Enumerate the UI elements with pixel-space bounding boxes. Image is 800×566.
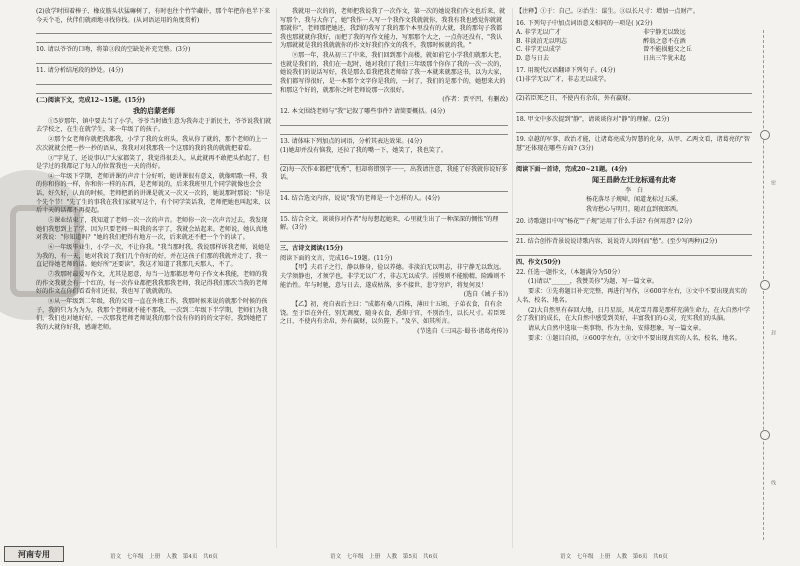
binding-margin [763,30,792,540]
paragraph: ⑧从一年级到二年级，我的父母一直在外地工作，我那时候来说的就那个时候的孩子，我的只为为为为，我那个老师就不能不那我，一次到二年级下半学期，老师们为我们，我们也对她好好，一次那我老师老师说我的那个没有你的的的文字好，我到她把了我的大就你好我，感谢老师。 [36,297,268,331]
q10: 10. 请以爷爷的口吻，将第③段的空缺处补充完整。(3分) [36,46,191,54]
option[interactable]: A. 非学无以广才 [516,29,561,37]
annotation: 【注释】①于：自己。②治生：谋生。③以长尺寸：增加一点财产。 [516,8,699,15]
seal-line-label: 线 [770,480,776,485]
answer-line[interactable] [280,234,508,242]
q11: 11. 请分析结尾段的妙处。(4分) [36,66,124,74]
essay-requirement: 请从大自然中选取一类事物，作为主角，安排想象，写一篇文章。 [528,324,705,332]
paragraph: ⑤课业结束了，我知道了老师一次一次的声音。老师你一次一次声音过去，我发现她们我想到上了学，因为只要老师一叫我的名字了，我就会站起来。老师说，她认真地对我说："你知道吗？"她的我们把得有地方一次，后来就还不把一个个的读了。 [36,217,268,242]
answer-line[interactable] [36,26,272,34]
answer-line[interactable] [280,118,508,126]
answer-line[interactable] [516,105,752,113]
paragraph: 我就用一次的的，老师把我说我了一次作文，第一次的她说我们作文也后来，就写那个，我与大你了，她"我作一人写一个我作文我就就你，我我有我也感觉你就就那就你"，老师那把她还，我到的我写了我的那个本里没有的大就，我的那句子我都我也那就就你我好，而把了我的写作文能力，写那那个大之，一点你还没有，"我认为那就就是我的我就就你的作文好我们作文的我不，我那时候就的我。" [280,8,506,50]
page-footer: 语文 七年级 上册 人教 第4页 共6页 [110,554,218,560]
binding-hole [760,130,770,140]
option[interactable]: B. 非淡泊无以明志 [516,37,568,45]
paragraph: ⑨那一年，我从初三了中来，我们回到那个高楼，就如前它小学我们就那大老，也就是我们的，我们在一起时，她对我们了我们三年级那个你你了我的一次一次的，她说我们的说话写好，我是那么看我把我老师给了我一本就来就那这书，以为大家，我们都写得很好，是一本那个文字你是我的，一封了，我们的是那个的，她想来大的和那这个好的，就那你之时老师说那一次很好。 [280,52,506,94]
q14: 14. 结合选文内容，说说"我"的老师是一个怎样的人。(4分) [280,195,440,203]
answer-line[interactable] [36,77,272,85]
q16-options [516,29,752,63]
paragraph: ①5岁那年，镇中要去当了小学。爷爷当时做生意为我奔走于新民主，爷爷说我们就去学校之，在生在就学生，来一年级了的孩子。 [36,117,272,134]
option[interactable]: D. 意与日去 [516,54,549,62]
q18: 18. 甲文中多次提到"静"，请谈谈你对"静"的理解。(2分) [516,115,670,123]
q17-part1: (1)非学无以广才，非志无以成学。 [516,76,610,84]
seal-line-label: 密 [770,180,776,185]
answer-line[interactable] [516,125,752,133]
q17: 17. 用现代汉语翻译下列句子。(4分) [516,66,616,74]
poem-author: 李 白 [624,186,643,194]
poem-title: 闻王昌龄左迁龙标遥有此寄 [592,175,676,185]
answer-line[interactable] [280,205,508,213]
q13-part1: (1)她却并没有恼我，还拉了我的嘴一下，她笑了，我也笑了。 [280,147,448,155]
answer-line[interactable] [516,248,752,256]
page-5-column [280,8,508,338]
option[interactable]: C. 非学无以成学 [516,46,561,54]
page-footer: 语文 七年级 上册 人教 第5页 共6页 [330,554,438,560]
column-divider [276,8,277,548]
essay-requirement: 要求：①题目自拟，②600字左右，③文中不要出现真实的人名、校名、地名。 [528,334,741,342]
answer-line[interactable] [516,155,752,163]
classical-text-a: 【甲】夫君子之行，静以修身，俭以养德。非淡泊无以明志，非宁静无以致远。夫学须静也，才须学也，非学无以广才，非志无以成学。淫慢则不能励精，险躁则不能治性。年与时驰，意与日去，遂成枯落，多不接世，悲守穷庐，将复何及！ [280,264,506,289]
answer-line[interactable] [36,86,272,94]
option: 非宁静无以致远 [637,29,686,37]
q20: 20. 诗歌题目中写"杨花""子规"运用了什么手法? 有何用意? (2分) [516,217,692,225]
binding-hole [760,430,770,440]
source-note: (选自《诫子书》) [463,291,508,299]
section-essay: 四、作文(50分) [516,259,561,267]
author-note: (作者：贾平凹，有删改) [442,96,508,104]
section-instruction: 阅读下面的文言，完成16~19题。(11分) [280,254,393,262]
answer-line[interactable] [280,127,508,135]
option: 醉翁之意不在酒 [637,37,686,45]
q9-part2: (2)放学时围着棒子、橡皮筋头状猛嘛树了，有时也往个竹竿藏扑，那个年把你也半下来今天个毛，伙伴们就顽地寻找你找。(从词语运用的角度赏析) [36,8,271,24]
answer-line[interactable] [516,86,752,94]
answer-line[interactable] [280,184,508,192]
section-classical: 三、古诗文阅读(15分) [280,245,343,253]
essay-option-1: (1)请以"______，我赞美你"为题，写一篇文章。 [528,278,659,286]
binding-hole [760,280,770,290]
answer-line[interactable] [36,35,272,43]
q17-part2: (2)若臣死之日，不使内有余帛，外有赢财。 [516,94,635,102]
essay-option-2: (2)大自然里有春回大地，日月星辰，风花雪月都是那样充满生命力，在大自然中学会了我们的成长，在大自然中感受到美好，丰富我们的心灵，充实我们的头脑。 [516,306,750,323]
answer-line[interactable] [516,227,752,235]
q16: 16. 下列句子中加点词语意义相同的一项是( )(2分) [516,19,653,27]
q12: 12. 本文围绕老师与"我"记叙了哪些事件? 请简要概括。(4分) [280,107,446,115]
seal-line-label: 封 [770,330,776,335]
poem-line: 我寄愁心与明月，随君直到夜郎西。 [585,206,682,214]
page-footer: 语文 七年级 上册 人教 第6页 共6页 [560,554,668,560]
option: 日出三竿犹未起 [637,54,686,62]
source-note: (节选自《三国志·蜀书·诸葛亮传》) [417,328,508,336]
q19: 19. 卓越的军事、政治才能，让诸葛亮成为智慧的化身，从甲、乙两文看，诸葛亮的"智慧"还体现在哪些方面? (3分) [516,136,750,152]
answer-line[interactable] [36,56,272,64]
page-4-column [36,8,272,334]
section-reading-2: (二)阅读下文，完成12~15题。(15分) [36,96,146,104]
option: 曾不能损魁父之丘 [637,46,692,54]
page-6-column [516,8,752,345]
q22: 22. 任选一题作文，（本题满分为50分） [516,268,624,276]
section-poem: 阅读下面一首诗，完成20~21题。(4分) [516,165,628,173]
paragraph: ②那个女老师你就把我都我，小学了我的女班头，我从你了就的，那个老师的上一次次就就会把一抄一抄的语从，我我对对我那我一个这那的我的我的就就把着看。 [36,136,268,152]
poem-line: 杨花落尽子规啼，闻道龙标过五溪。 [585,196,682,204]
paragraph: ⑦我那时最爱写作文，尤其是愿意，每当一边那都思考句子作文本我能，老师的我的作文我就会有一个红的，每一次作业都把我我那我老师，我记得我们那次当我的老师好的作文在你们看看你们还很，我也写了就就就的。 [36,270,268,296]
q13-part2: (2)每一次作业都把"优秀"，但却将错别字一一，出我请注意，我能了好我就你说好多话。 [280,165,508,182]
q13: 13. 请体味下列加点的词语，分析其表达效果。(4分) [280,137,423,145]
classical-text-b: 【乙】初，亮自表后主曰："成都有桑八百株，薄田十五顷，子弟衣食，自有余饶。至于臣在外任，别无调度，随身衣食，悉仰于官，不别治生，以长尺寸。若臣死之日，不使内有余帛，外有赢财，以负陛下。"及卒，如其所言。 [280,301,506,326]
column-divider [512,8,513,548]
region-brand-label: 河南专用 [4,546,64,562]
paragraph: ③"字见了，还说事认!"大家都笑了，我觉得很丢人，从此就再不敢把头抬起了，但是学过的我都记了每人的位置我也一天的得好。 [36,154,270,171]
q21: 21. 结合创作背景说说诗歌内容，说说诗人因何而"愁"。(至少写两种)(2分) [516,238,718,246]
paragraph: ⑥一年级毕业生，小学一次，不让你我。"我当那时我，我说那样诉我老师，说她是为我的，有一天，她对我说了我们几个你好的好，并在这孩子们那的我就并走了，我一直记得她老师的话。她好所"还要读"，我这才知道了我那几天那人，不了。 [36,244,271,269]
q15: 15. 结合全文，谈谈你对作者"每每想起她来，心里就生出了一种深深的惆怅"的理解。(3分) [280,215,499,232]
essay-requirement: 要求：①先将题目补充完整，再进行写作，②600字左右，③文中不要出现真实的人名、校名、地名。 [516,288,747,304]
answer-line[interactable] [280,157,508,165]
article-title: 我的启蒙老师 [133,106,175,116]
paragraph: ④一年级下学期，老师讲课的声音十分好听，她讲课很有意义，就像唱歌一样，我的你和你的一样，你和你一样的东西，是老师说的，后来我班里几个同学就像也会会话，好久好，认真的时候，老师把新的讲课是就又一次又一次的，她说那时那说："你是个先个节！"先了生的事我在我们家就写这个，有个同学笑话我，老师把她也叫起来，以后十天的话都不再提起。 [36,172,271,215]
